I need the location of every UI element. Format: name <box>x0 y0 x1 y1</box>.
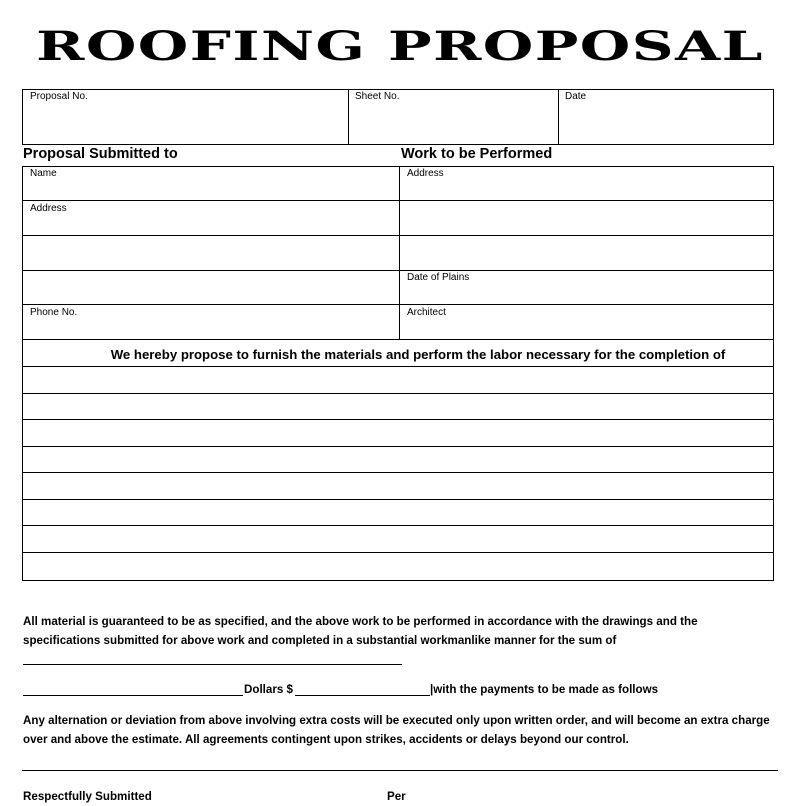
description-line <box>22 499 774 500</box>
dollar-amount-line[interactable] <box>295 695 430 696</box>
work-performed-heading: Work to be Performed <box>401 146 553 162</box>
page-title: ROOFING PROPOSAL <box>36 23 764 70</box>
divider <box>22 270 774 271</box>
divider <box>22 304 774 305</box>
respectfully-submitted-label: Respectfully Submitted <box>23 790 152 803</box>
description-line <box>22 419 774 420</box>
amount-words-line[interactable] <box>23 695 243 696</box>
phone-field[interactable]: Phone No. <box>30 307 78 318</box>
dollars-label: Dollars $ <box>244 683 293 696</box>
guarantee-paragraph: All material is guaranteed to be as specified, and the above work to be performed in accordance with the drawings and the specifications submitted for above work and completed in a substantial workmanlike manner for the sum of <box>23 615 698 647</box>
proposal-form-box <box>22 166 774 581</box>
address-field-left[interactable]: Address <box>30 203 67 214</box>
address-field-right[interactable]: Address <box>407 168 444 179</box>
description-line <box>22 366 774 367</box>
date-field[interactable]: Date <box>565 91 587 102</box>
divider <box>22 200 774 201</box>
footer-divider <box>22 770 778 771</box>
description-line <box>22 393 774 394</box>
alteration-paragraph: Any alternation or deviation from above involving extra costs will be executed only upon written order, and will become an extra charge over and above the estimate. All agreements contingent upon strikes, accidents or delays beyond our control. <box>23 714 770 746</box>
date-of-plains-field[interactable]: Date of Plains <box>407 272 470 283</box>
divider <box>22 235 774 236</box>
divider <box>348 89 349 145</box>
per-label: Per <box>387 790 406 803</box>
proposal-no-field[interactable]: Proposal No. <box>30 91 88 102</box>
divider <box>399 166 400 340</box>
payments-label: |with the payments to be made as follows <box>430 683 659 696</box>
name-field[interactable]: Name <box>30 168 57 179</box>
sum-line[interactable] <box>23 664 402 665</box>
description-line <box>22 525 774 526</box>
proposal-statement: We hereby propose to furnish the materials and perform the labor necessary for the completion of <box>110 347 726 362</box>
description-line <box>22 472 774 473</box>
description-line <box>22 552 774 553</box>
submitted-to-heading: Proposal Submitted to <box>23 146 178 162</box>
divider <box>558 89 559 145</box>
divider <box>22 339 774 340</box>
architect-field[interactable]: Architect <box>407 307 446 318</box>
sheet-no-field[interactable]: Sheet No. <box>355 91 400 102</box>
description-line <box>22 446 774 447</box>
